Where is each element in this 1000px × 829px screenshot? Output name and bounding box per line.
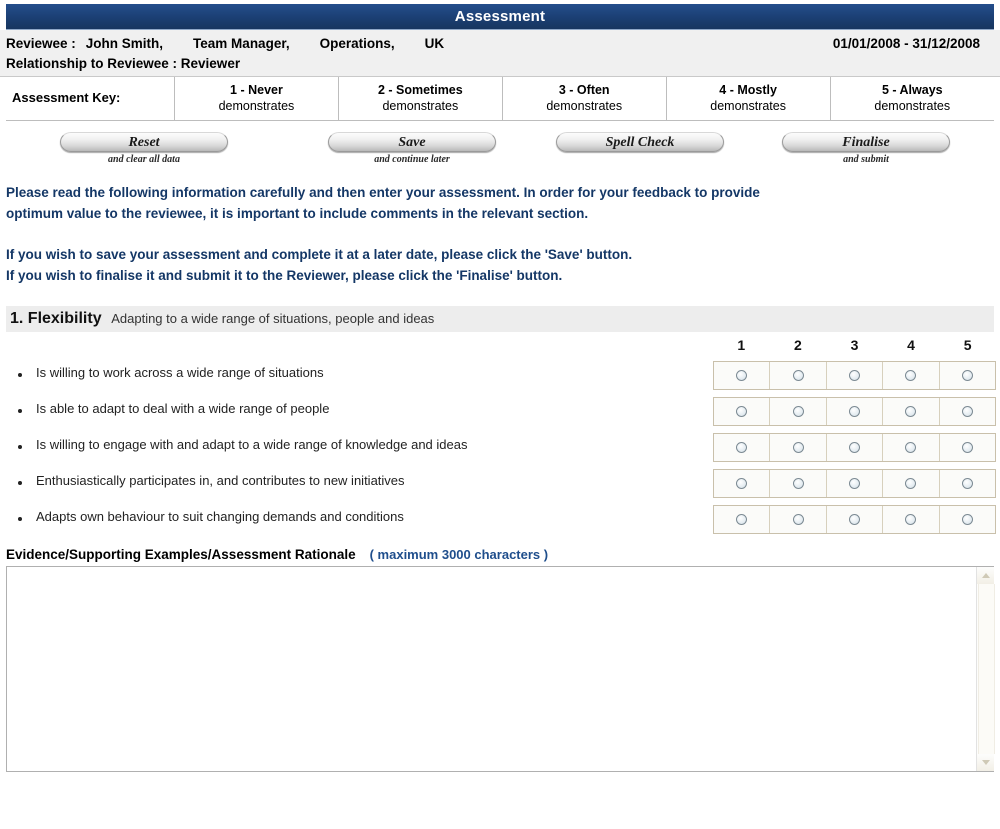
competency-items-area — [6, 332, 994, 541]
radio-icon[interactable] — [849, 370, 860, 381]
rating-option-3-1[interactable] — [714, 434, 770, 461]
bullet-icon — [18, 373, 22, 377]
chevron-up-icon — [982, 573, 990, 578]
key-rating-2: 2 - Sometimes — [377, 83, 463, 97]
competency-item-label: Adapts own behaviour to suit changing demands and conditions — [36, 509, 404, 524]
radio-icon[interactable] — [849, 478, 860, 489]
review-period: 01/01/2008 - 31/12/2008 — [832, 36, 980, 51]
finalise-button[interactable]: Finalise — [782, 132, 950, 152]
spell-check-button-wrap — [556, 132, 724, 154]
radio-icon[interactable] — [962, 442, 973, 453]
evidence-textarea-wrap — [6, 566, 994, 772]
bullet-icon — [18, 517, 22, 521]
instruction-spacer — [6, 224, 994, 244]
rating-option-5-4[interactable] — [883, 506, 939, 533]
rating-option-3-4[interactable] — [883, 434, 939, 461]
radio-icon[interactable] — [962, 514, 973, 525]
reviewee-info-band — [0, 30, 1000, 77]
rating-option-4-2[interactable] — [770, 470, 826, 497]
rating-option-1-1[interactable] — [714, 362, 770, 389]
assessment-key-cell-2 — [338, 77, 502, 121]
competency-item-label: Enthusiastically participates in, and contributes to new initiatives — [36, 473, 405, 488]
section-heading-flexibility — [6, 306, 994, 332]
competency-item-row — [6, 397, 994, 433]
rating-option-2-5[interactable] — [940, 398, 995, 425]
rating-group-item-5 — [713, 505, 996, 534]
instruction-line-4: If you wish to finalise it and submit it to the Reviewer, please click the 'Finalise' button. — [6, 268, 563, 283]
bullet-icon — [18, 409, 22, 413]
rating-option-2-3[interactable] — [827, 398, 883, 425]
evidence-scrollbar[interactable] — [976, 567, 993, 771]
relationship-to-reviewee: Relationship to Reviewee : Reviewer — [6, 56, 241, 71]
radio-icon[interactable] — [905, 370, 916, 381]
radio-icon[interactable] — [736, 442, 747, 453]
assessment-key-table — [6, 77, 994, 121]
rating-option-5-2[interactable] — [770, 506, 826, 533]
rating-header-2: 2 — [793, 337, 802, 353]
radio-icon[interactable] — [962, 370, 973, 381]
rating-group-item-3 — [713, 433, 996, 462]
key-suffix-2: demonstrates — [382, 99, 459, 113]
radio-icon[interactable] — [793, 370, 804, 381]
bullet-icon — [18, 481, 22, 485]
finalise-button-sublabel: and submit — [843, 154, 889, 165]
bullet-icon — [18, 445, 22, 449]
radio-icon[interactable] — [736, 514, 747, 525]
instruction-line-1: Please read the following information carefully and then enter your assessment. In order for your feedback to provide — [6, 185, 760, 200]
rating-option-1-3[interactable] — [827, 362, 883, 389]
rating-header-1: 1 — [737, 337, 746, 353]
reviewee-department: Operations, — [319, 36, 395, 51]
radio-icon[interactable] — [736, 370, 747, 381]
key-suffix-5: demonstrates — [874, 99, 951, 113]
chevron-down-icon — [982, 760, 990, 765]
key-suffix-4: demonstrates — [710, 99, 786, 113]
reviewee-location: UK — [424, 36, 445, 51]
rating-option-3-5[interactable] — [940, 434, 995, 461]
rating-option-1-4[interactable] — [883, 362, 939, 389]
reviewee-row — [6, 34, 994, 54]
action-button-row — [0, 132, 1000, 180]
competency-item-row — [6, 469, 994, 505]
radio-icon[interactable] — [905, 514, 916, 525]
evidence-label — [6, 547, 994, 562]
rating-group-item-1 — [713, 361, 996, 390]
radio-icon[interactable] — [849, 406, 860, 417]
evidence-label-text: Evidence/Supporting Examples/Assessment Rationale — [6, 547, 356, 562]
key-rating-1: 1 - Never — [230, 83, 283, 97]
radio-icon[interactable] — [849, 514, 860, 525]
competency-item-label: Is willing to engage with and adapt to a wide range of knowledge and ideas — [36, 437, 468, 452]
rating-group-item-2 — [713, 397, 996, 426]
assessment-key-cell-3 — [502, 77, 666, 121]
save-button[interactable]: Save — [328, 132, 496, 152]
instruction-line-2: optimum value to the reviewee, it is important to include comments in the relevant section. — [6, 206, 589, 221]
radio-icon[interactable] — [793, 406, 804, 417]
reviewee-name: John Smith, — [85, 36, 164, 51]
rating-option-5-3[interactable] — [827, 506, 883, 533]
competency-item-row — [6, 505, 994, 541]
radio-icon[interactable] — [962, 406, 973, 417]
scrollbar-track[interactable] — [978, 584, 995, 754]
rating-header-3: 3 — [850, 337, 859, 353]
rating-option-3-2[interactable] — [770, 434, 826, 461]
radio-icon[interactable] — [736, 478, 747, 489]
rating-option-1-2[interactable] — [770, 362, 826, 389]
rating-option-4-5[interactable] — [940, 470, 995, 497]
reset-button-sublabel: and clear all data — [108, 154, 180, 165]
rating-header-5: 5 — [963, 337, 972, 353]
radio-icon[interactable] — [905, 406, 916, 417]
rating-column-headers — [713, 337, 996, 353]
competency-item-row — [6, 433, 994, 469]
section-description: Adapting to a wide range of situations, people and ideas — [111, 311, 435, 326]
rating-option-4-4[interactable] — [883, 470, 939, 497]
radio-icon[interactable] — [793, 514, 804, 525]
rating-option-2-1[interactable] — [714, 398, 770, 425]
competency-item-row — [6, 361, 994, 397]
rating-option-3-3[interactable] — [827, 434, 883, 461]
scroll-up-button[interactable] — [977, 567, 994, 584]
save-button-sublabel: and continue later — [374, 154, 450, 165]
competency-item-label: Is willing to work across a wide range of situations — [36, 365, 324, 380]
instructions-block — [6, 182, 994, 286]
rating-option-5-1[interactable] — [714, 506, 770, 533]
radio-icon[interactable] — [793, 478, 804, 489]
spell-check-button[interactable]: Spell Check — [556, 132, 724, 152]
section-number-title: 1. Flexibility — [10, 310, 102, 327]
rating-group-item-4 — [713, 469, 996, 498]
rating-header-4: 4 — [907, 337, 915, 353]
radio-icon[interactable] — [905, 442, 916, 453]
rating-option-1-5[interactable] — [940, 362, 995, 389]
reviewee-job-title: Team Manager, — [193, 36, 290, 51]
radio-icon[interactable] — [905, 478, 916, 489]
scroll-down-button[interactable] — [977, 754, 994, 771]
radio-icon[interactable] — [849, 442, 860, 453]
rating-option-4-3[interactable] — [827, 470, 883, 497]
key-suffix-3: demonstrates — [546, 99, 623, 113]
rating-option-4-1[interactable] — [714, 470, 770, 497]
competency-item-label: Is able to adapt to deal with a wide range of people — [36, 401, 330, 416]
radio-icon[interactable] — [793, 442, 804, 453]
key-suffix-1: demonstrates — [218, 99, 295, 113]
instruction-line-3: If you wish to save your assessment and complete it at a later date, please click the 'Save' button. — [6, 247, 633, 262]
key-rating-4: 4 - Mostly — [719, 83, 777, 97]
reset-button[interactable]: Reset — [60, 132, 228, 152]
reviewee-label: Reviewee : — [6, 36, 76, 51]
assessment-key-cell-1 — [175, 77, 339, 121]
reset-button-wrap — [60, 132, 228, 165]
radio-icon[interactable] — [736, 406, 747, 417]
evidence-max-chars-note: ( maximum 3000 characters ) — [369, 547, 549, 562]
assessment-key-cell-4 — [666, 77, 830, 121]
key-rating-5: 5 - Always — [881, 83, 943, 97]
rating-option-2-2[interactable] — [770, 398, 826, 425]
assessment-key-row — [6, 77, 994, 121]
save-button-wrap — [328, 132, 496, 165]
evidence-textarea[interactable] — [7, 567, 975, 771]
key-rating-3: 3 - Often — [558, 83, 610, 97]
assessment-key-label: Assessment Key: — [6, 77, 175, 121]
assessment-page — [0, 4, 1000, 829]
radio-icon[interactable] — [962, 478, 973, 489]
rating-option-2-4[interactable] — [883, 398, 939, 425]
assessment-key-cell-5 — [830, 77, 994, 121]
page-title: Assessment — [6, 4, 994, 30]
rating-option-5-5[interactable] — [940, 506, 995, 533]
finalise-button-wrap — [782, 132, 950, 165]
